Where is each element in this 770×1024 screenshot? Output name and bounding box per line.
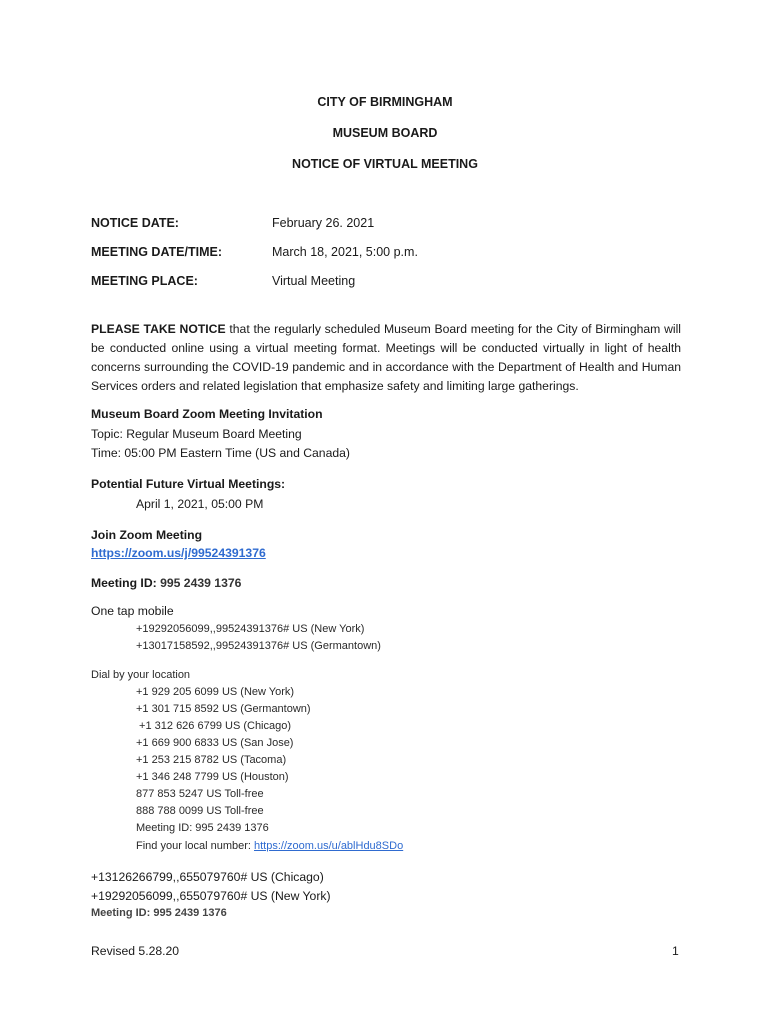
meta-value: Virtual Meeting <box>272 274 356 288</box>
dial-number: +1 929 205 6099 US (New York) <box>136 686 295 698</box>
meta-label: MEETING PLACE: <box>91 274 198 288</box>
extra-number-chicago: +13126266799,,655079760# US (Chicago) <box>91 870 324 884</box>
meeting-id-value: 995 2439 1376 <box>156 576 242 590</box>
header-notice-title: NOTICE OF VIRTUAL MEETING <box>292 157 478 171</box>
notice-lead: PLEASE TAKE NOTICE <box>91 322 226 336</box>
dial-number: +1 253 215 8782 US (Tacoma) <box>136 754 287 766</box>
meta-value: February 26. 2021 <box>272 216 375 230</box>
meeting-id <box>91 576 241 590</box>
dial-title: Dial by your location <box>91 669 191 681</box>
footer-revised: Revised 5.28.20 <box>91 944 180 958</box>
dial-number: +1 312 626 6799 US (Chicago) <box>136 720 292 732</box>
dial-meeting-id: Meeting ID: 995 2439 1376 <box>136 822 269 834</box>
invitation-title: Museum Board Zoom Meeting Invitation <box>91 407 323 421</box>
future-meetings-title: Potential Future Virtual Meetings: <box>91 477 286 491</box>
meta-value: March 18, 2021, 5:00 p.m. <box>272 245 418 259</box>
one-tap-number: +19292056099,,99524391376# US (New York) <box>136 623 365 635</box>
dial-number: +1 301 715 8592 US (Germantown) <box>136 703 311 715</box>
invitation-topic: Topic: Regular Museum Board Meeting <box>91 427 302 441</box>
find-local-number <box>136 840 403 852</box>
dial-number: 877 853 5247 US Toll-free <box>136 788 264 800</box>
extra-meeting-id: Meeting ID: 995 2439 1376 <box>91 907 227 919</box>
dial-number: +1 346 248 7799 US (Houston) <box>136 771 289 783</box>
one-tap-title: One tap mobile <box>91 604 174 618</box>
join-zoom-title: Join Zoom Meeting <box>91 528 203 542</box>
find-local-label: Find your local number: <box>136 840 254 852</box>
notice-paragraph <box>91 320 681 396</box>
meeting-id-label: Meeting ID: <box>91 576 157 590</box>
extra-number-newyork: +19292056099,,655079760# US (New York) <box>91 889 331 903</box>
notice-body: that the regularly scheduled Museum Board meeting for the City of Birmingham will be conducted online using a virtual meeting format. Meetings will be conducted virtually in light of health concerns surrounding the COVID-19 pandemic and in accordance with the Department of Health and Human Services orders and related legislation that emphasize safety and limiting large gatherings. <box>91 322 681 393</box>
page-number: 1 <box>672 944 679 958</box>
meta-label: NOTICE DATE: <box>91 216 179 230</box>
header-board: MUSEUM BOARD <box>332 126 438 140</box>
find-local-link[interactable]: https://zoom.us/u/ablHdu8SDo <box>254 840 404 852</box>
dial-number: +1 669 900 6833 US (San Jose) <box>136 737 294 749</box>
header-city: CITY OF BIRMINGHAM <box>317 95 453 109</box>
join-zoom-link[interactable]: https://zoom.us/j/99524391376 <box>91 546 266 560</box>
one-tap-number: +13017158592,,99524391376# US (Germantown) <box>136 640 381 652</box>
meta-label: MEETING DATE/TIME: <box>91 245 223 259</box>
invitation-time: Time: 05:00 PM Eastern Time (US and Canada) <box>91 446 350 460</box>
dial-number: 888 788 0099 US Toll-free <box>136 805 264 817</box>
future-meeting-date: April 1, 2021, 05:00 PM <box>136 497 264 511</box>
